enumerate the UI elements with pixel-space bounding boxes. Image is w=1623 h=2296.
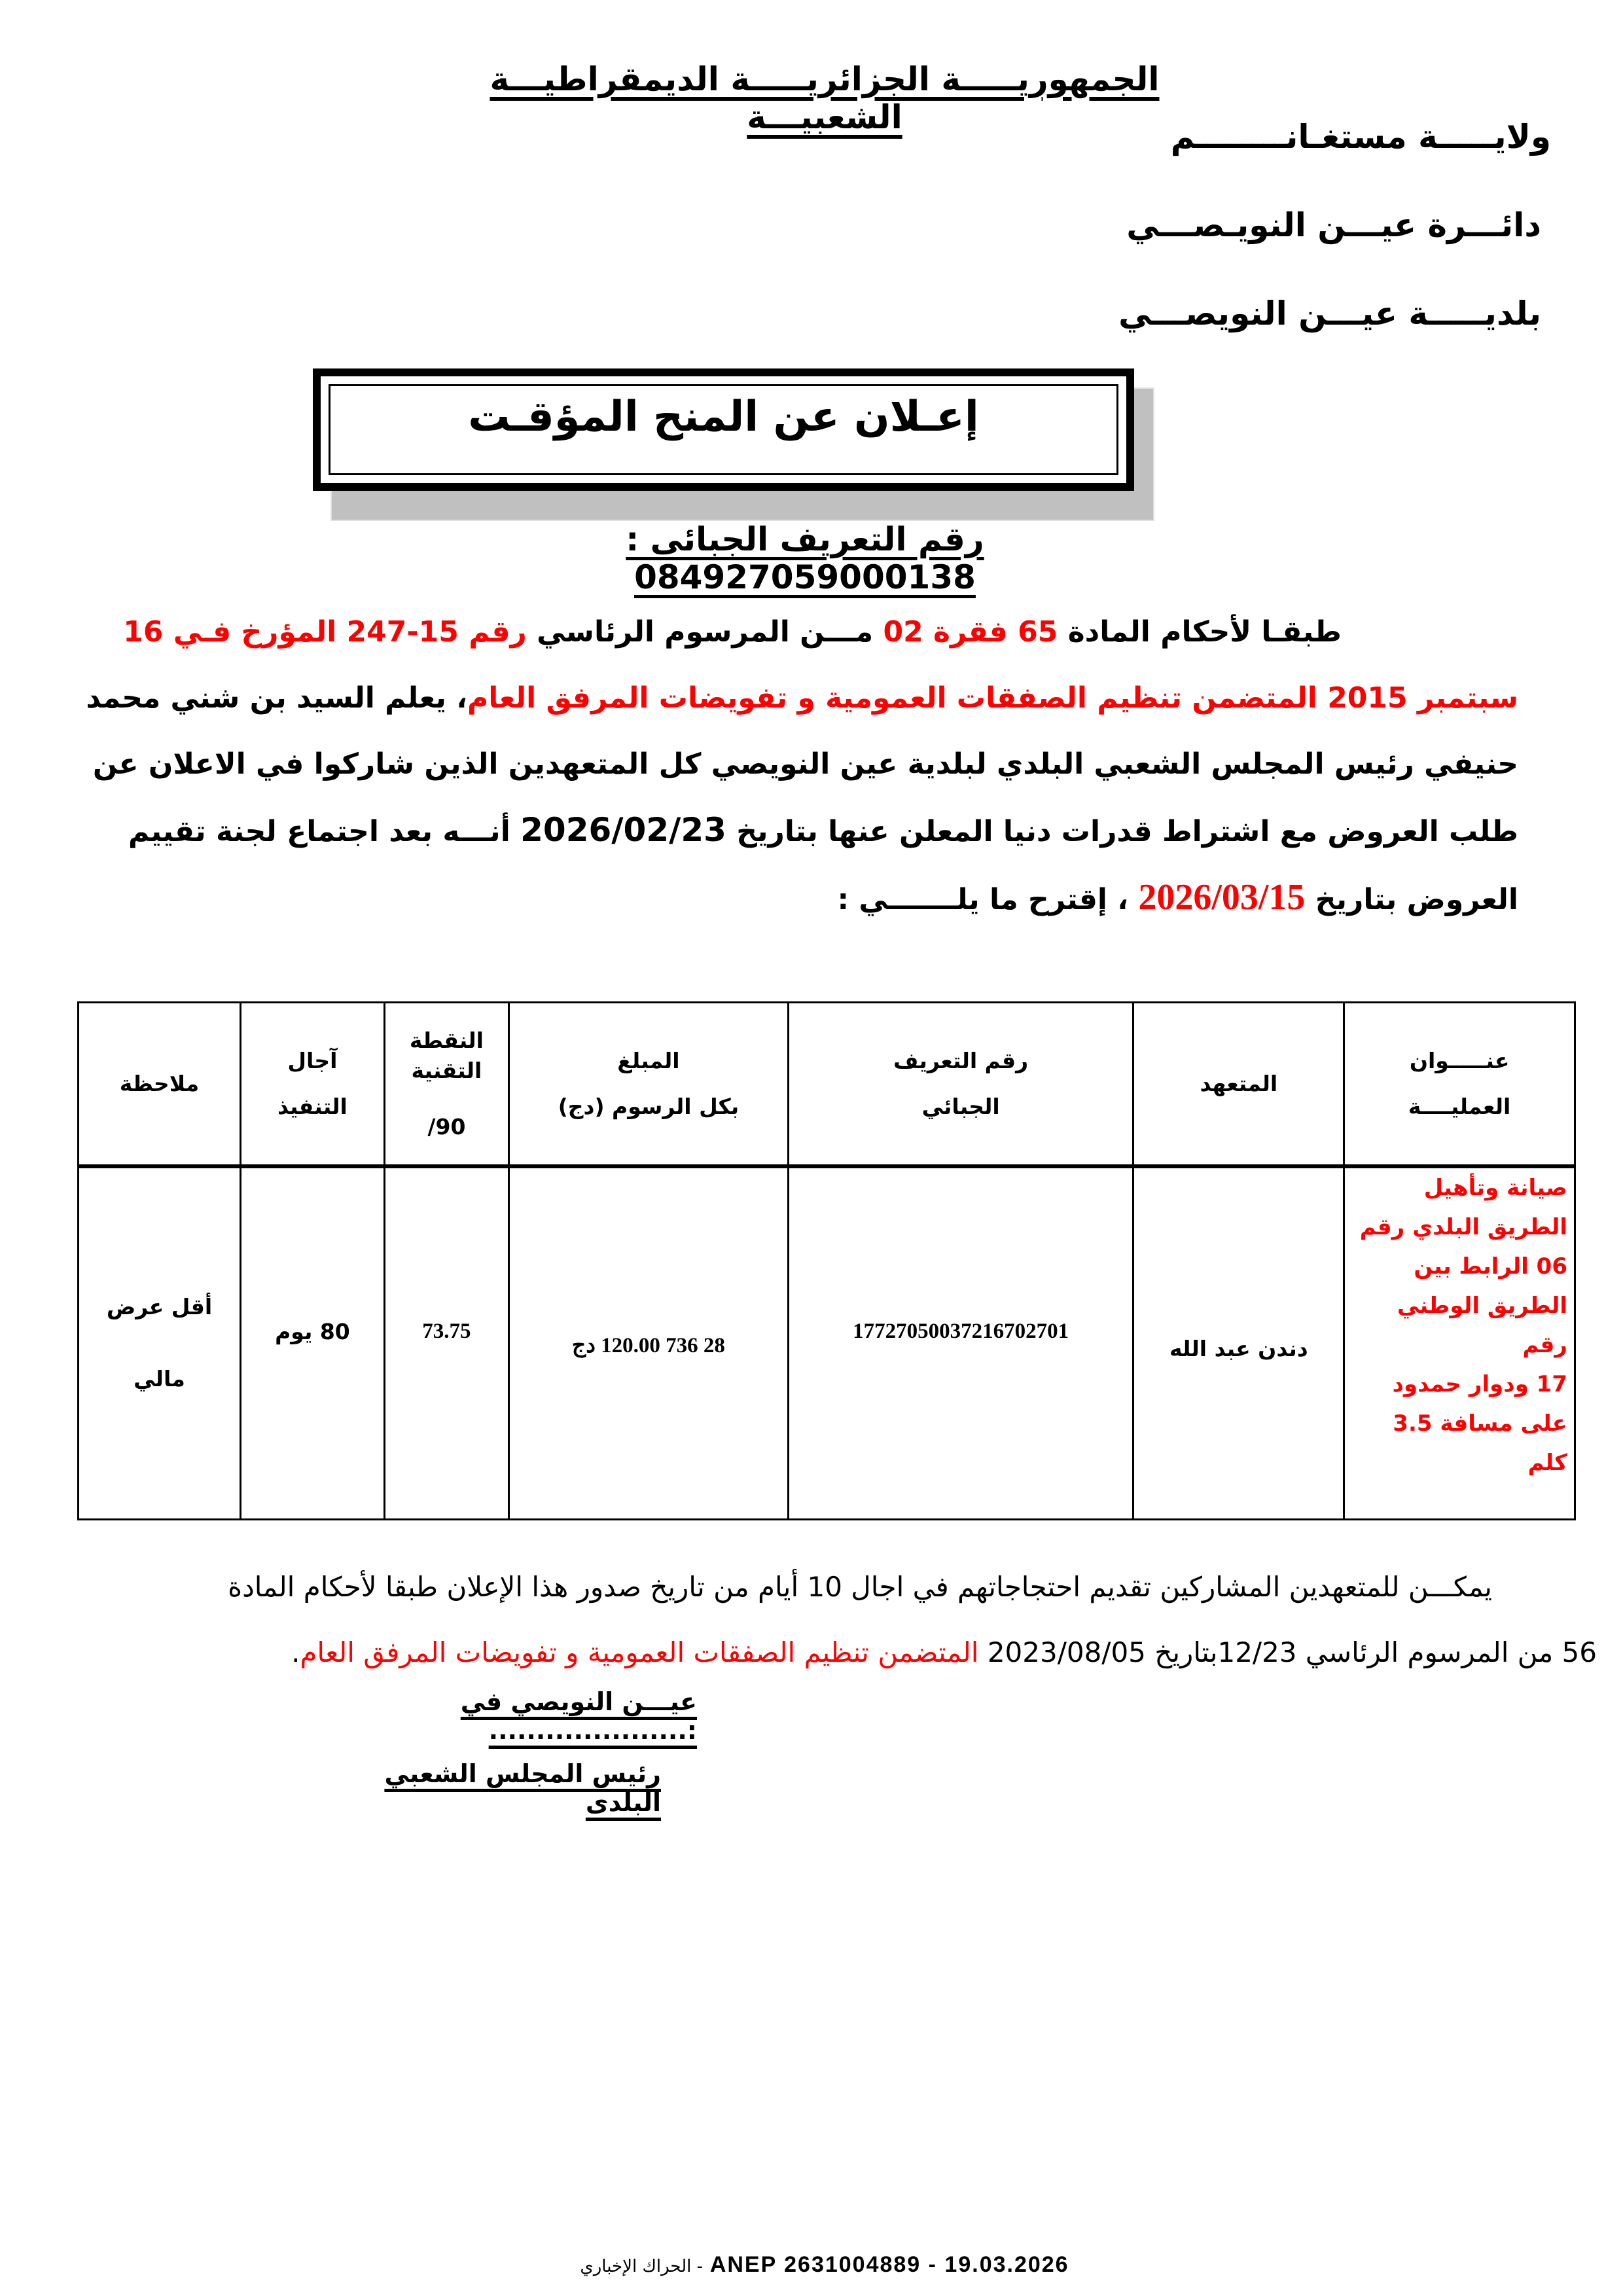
operation-line: 06 الرابط بين xyxy=(1414,1253,1567,1280)
header-note: ملاحظة xyxy=(79,1003,241,1166)
tax-id-label: رقم التعريف الجبائى : xyxy=(626,520,984,558)
cell-amount: 28 736 120.00 دج xyxy=(508,1166,788,1520)
cell-operation xyxy=(1344,1166,1575,1520)
signatory-title: رئيس المجلس الشعبي البلدى xyxy=(384,1759,661,1817)
cell-technical-score: 73.75 xyxy=(384,1166,508,1520)
header-text: رقم التعريف xyxy=(893,1047,1029,1073)
protest-line-1: يمكـــن للمتعهدين المشاركين تقديم احتجاجاتهم في اجال 10 أيام من تاريخ صدور هذا الإعلان طبقا لأحكام المادة xyxy=(228,1571,1492,1603)
header-text: آجال xyxy=(287,1047,338,1073)
note-line: أقل عرض xyxy=(106,1294,213,1320)
evaluation-date: 2026/03/15 xyxy=(1138,877,1306,918)
decree-subject: سبتمبر 2015 المتضمن تنظيم الصفقات العمومية و تفويضات المرفق العام xyxy=(467,681,1518,715)
body-text-segment: مـــن المرسوم الرئاسي xyxy=(526,615,883,649)
header-text: الجبائي xyxy=(921,1093,1000,1119)
cell-nif: 17727050037216702701 xyxy=(788,1166,1133,1520)
header-execution-delay xyxy=(240,1003,384,1166)
header-nif xyxy=(788,1003,1133,1166)
tax-id-line xyxy=(471,520,1139,596)
protest-paragraph xyxy=(72,1554,1597,1685)
header-text: التنفيذ xyxy=(277,1093,348,1119)
body-line-4 xyxy=(59,797,1518,865)
body-text-segment: أنـــه بعد اجتماع لجنة تقييم xyxy=(128,815,521,848)
table-header-row xyxy=(79,1003,1575,1166)
decree-subject: المتضمن تنظيم الصفقات العمومية و تفويضات المرفق العام xyxy=(300,1636,979,1668)
header-text: المبلغ xyxy=(617,1047,680,1073)
operation-line: على مسافة 3.5 كلم xyxy=(1393,1410,1567,1476)
announcement-title: إعـلان عن المنح المؤقـت xyxy=(468,392,979,441)
body-text-segment: العروض بتاريخ xyxy=(1305,883,1518,916)
header-operation xyxy=(1344,1003,1575,1166)
body-line-3: حنيفي رئيس المجلس الشعبي البلدي لبلدية عين النويصي كل المتعهدين الذين شاركوا في الاعلان عن xyxy=(92,747,1518,781)
baladia-label: بلديـــــة عيـــن النويصـــي xyxy=(1118,295,1541,332)
header-technical-score xyxy=(384,1003,508,1166)
header-text: النقطة xyxy=(409,1027,484,1053)
header-text: عنـــــوان xyxy=(1409,1047,1510,1073)
decree-reference: 56 من المرسوم الرئاسي 12/23بتاريخ 2023/08/05 xyxy=(978,1636,1597,1668)
body-paragraph xyxy=(59,599,1518,933)
operation-line: صيانة وتأهيل xyxy=(1423,1174,1567,1201)
title-box-inner-frame xyxy=(329,384,1118,475)
body-text-segment: ، يعلم السيد بن شني محمد xyxy=(86,681,467,715)
article-reference: 65 فقرة 02 xyxy=(883,615,1058,649)
body-text-segment: طبقـا لأحكام المادة xyxy=(1058,615,1342,649)
operation-line: 17 ودوار حمدود xyxy=(1392,1371,1567,1397)
tender-date: 2026/02/23 xyxy=(520,811,726,849)
anep-reference: ANEP 2631004889 - 19.03.2026 xyxy=(709,2252,1069,2277)
cell-execution-delay: 80 يوم xyxy=(240,1166,384,1520)
newspaper-name: - الحراك الإخباري xyxy=(580,2257,704,2276)
tax-id-value: 084927059000138 xyxy=(634,558,976,596)
daira-label: دائـــرة عيـــن النويـصـــي xyxy=(1126,206,1541,244)
decree-reference: رقم 15-247 المؤرخ فـي 16 xyxy=(123,615,527,649)
body-text-segment: ، إقترح ما يلـــــــي : xyxy=(837,883,1139,916)
table-row xyxy=(79,1166,1575,1520)
header-bidder: المتعهد xyxy=(1133,1003,1344,1166)
cell-bidder: دندن عبد الله xyxy=(1133,1166,1344,1520)
place-date-line: عيـــن النويصي في :..................... xyxy=(460,1687,697,1745)
operation-line: الطريق الوطني رقم xyxy=(1397,1292,1567,1358)
header-text: العمليــــة xyxy=(1408,1093,1511,1119)
cell-note xyxy=(79,1166,241,1520)
header-text: التقنية xyxy=(411,1057,482,1083)
note-line: مالي xyxy=(134,1366,185,1392)
body-line-2 xyxy=(59,665,1518,731)
header-text: بكل الرسوم (دج) xyxy=(558,1093,740,1119)
publication-footer xyxy=(497,2251,1152,2278)
body-text-segment: طلب العروض مع اشتراط قدرات دنيا المعلن عنها بتاريخ xyxy=(726,815,1518,848)
body-line-1 xyxy=(59,599,1518,665)
period: . xyxy=(291,1636,300,1668)
republic-heading: الجمهوريـــــة الجزائريـــــة الديمقراطيـــة الشعبيـــة xyxy=(490,60,1160,136)
provisional-award-table xyxy=(77,1001,1576,1520)
header-amount xyxy=(508,1003,788,1166)
wilaya-label: ولايـــــة مستغـانــــــــم xyxy=(1170,118,1551,156)
title-box xyxy=(313,368,1134,491)
body-line-5 xyxy=(59,865,1518,933)
header-text: 90/ xyxy=(427,1113,466,1139)
operation-line: الطريق البلدي رقم xyxy=(1359,1213,1567,1240)
protest-line-2 xyxy=(72,1620,1597,1685)
